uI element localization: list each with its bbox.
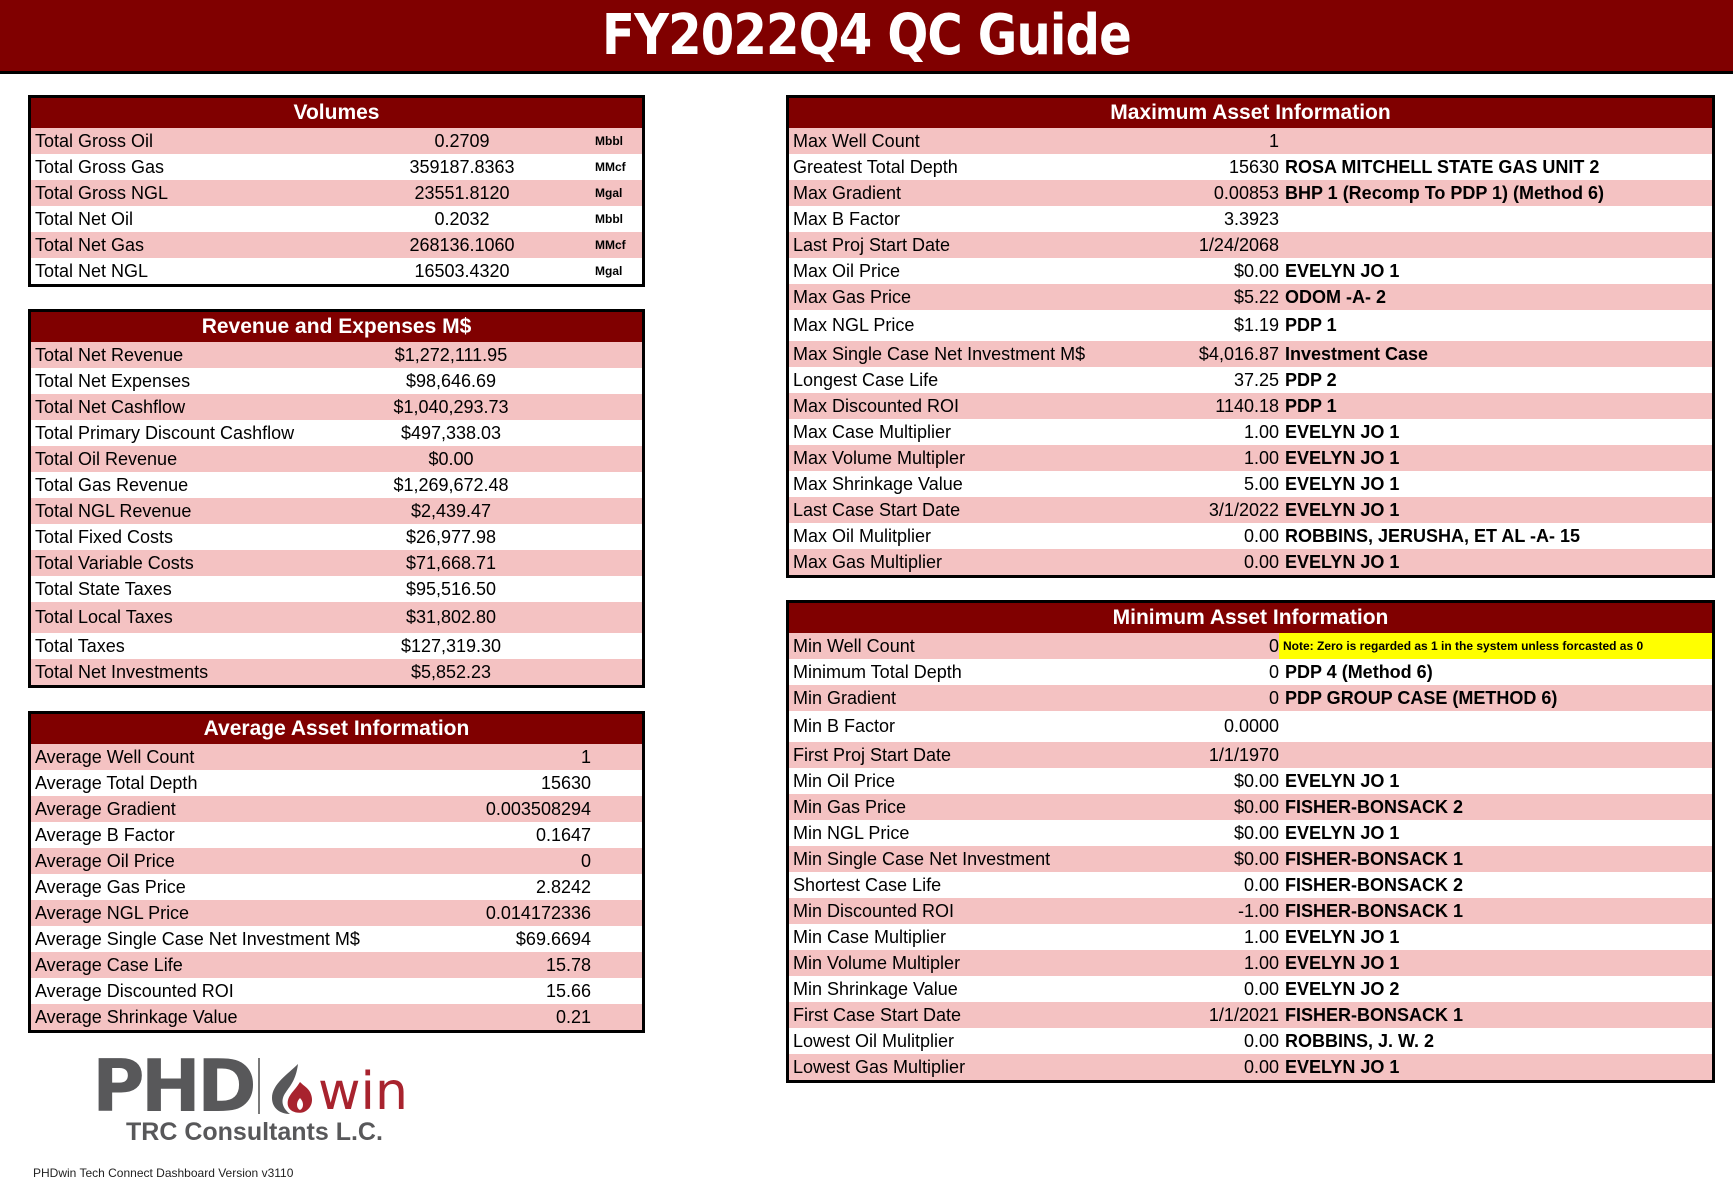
row-value: $1,272,111.95 [394, 344, 508, 365]
row-value: $0.00 [1233, 848, 1279, 869]
row-value: $0.00 [428, 448, 474, 469]
row-label: Min Volume Multipler [793, 952, 961, 973]
row-case: EVELYN JO 2 [1285, 978, 1400, 999]
revenue-row [31, 498, 642, 524]
row-label: Total Net Investments [35, 661, 209, 682]
row-case: EVELYN JO 1 [1285, 421, 1400, 442]
row-value: -1.00 [1237, 900, 1279, 921]
row-label: Lowest Gas Multiplier [793, 1056, 966, 1077]
minimum-row [789, 685, 1712, 711]
row-label: First Proj Start Date [793, 744, 952, 765]
row-value: 23551.8120 [414, 182, 510, 203]
row-label: Average B Factor [35, 824, 175, 845]
row-value: 0 [580, 850, 591, 871]
average-row [31, 770, 642, 796]
minimum-row [789, 1054, 1712, 1080]
average-row [31, 874, 642, 900]
row-label: Longest Case Life [793, 369, 939, 390]
row-value: 0 [1268, 635, 1279, 656]
maximum-row [789, 128, 1712, 154]
minimum-row [789, 924, 1712, 950]
row-case: ROSA MITCHELL STATE GAS UNIT 2 [1285, 156, 1600, 177]
revenue-row [31, 633, 642, 659]
volumes-row [31, 180, 642, 206]
row-label: Total Gas Revenue [35, 474, 189, 495]
row-case: PDP 4 (Method 6) [1285, 661, 1433, 682]
minimum-row [789, 976, 1712, 1002]
maximum-row [789, 258, 1712, 284]
average-row [31, 822, 642, 848]
row-case: ODOM -A- 2 [1285, 286, 1386, 307]
minimum-row [789, 633, 1712, 659]
maximum-heading: Maximum Asset Information [789, 98, 1712, 128]
maximum-row [789, 232, 1712, 258]
row-value: 0.014172336 [485, 902, 591, 923]
row-value: $1,269,672.48 [393, 474, 509, 495]
row-value: 0.2032 [434, 208, 490, 229]
row-value: 0.00 [1243, 978, 1279, 999]
minimum-row [789, 1002, 1712, 1028]
row-case: EVELYN JO 1 [1285, 770, 1400, 791]
row-value: 15.78 [545, 954, 591, 975]
row-case: PDP 2 [1285, 369, 1337, 390]
row-label: Total Fixed Costs [35, 526, 174, 547]
row-label: Shortest Case Life [793, 874, 942, 895]
row-label: Total Gross Gas [35, 156, 165, 177]
row-unit: MMcf [595, 160, 626, 174]
row-value: 0 [1268, 661, 1279, 682]
row-value: $98,646.69 [405, 370, 497, 391]
row-label: Average Discounted ROI [35, 980, 234, 1001]
row-value: 3.3923 [1223, 208, 1279, 229]
revenue-row [31, 659, 642, 685]
row-label: Average Oil Price [35, 850, 175, 871]
row-value: 1.00 [1243, 421, 1279, 442]
flame-icon [268, 1062, 316, 1116]
maximum-row [789, 206, 1712, 232]
row-case: FISHER-BONSACK 1 [1285, 848, 1464, 869]
row-case: EVELYN JO 1 [1285, 1056, 1400, 1077]
maximum-row [789, 419, 1712, 445]
minimum-row [789, 659, 1712, 685]
row-value: 0.003508294 [485, 798, 591, 819]
row-label: Average Gas Price [35, 876, 186, 897]
logo-company: TRC Consultants L.C. [126, 1118, 383, 1146]
row-value: $127,319.30 [400, 635, 502, 656]
row-value: $0.00 [1233, 822, 1279, 843]
row-value: 0.0000 [1223, 716, 1279, 736]
row-label: Min Case Multiplier [793, 926, 947, 947]
row-value: 1.00 [1243, 447, 1279, 468]
row-label: Max Single Case Net Investment M$ [793, 343, 1086, 364]
row-value: $31,802.80 [405, 607, 497, 627]
minimum-row [789, 872, 1712, 898]
row-value: $497,338.03 [400, 422, 502, 443]
row-case: FISHER-BONSACK 2 [1285, 796, 1464, 817]
average-row [31, 978, 642, 1004]
average-panel [28, 711, 645, 1033]
row-label: Average Gradient [35, 798, 176, 819]
maximum-row [789, 310, 1712, 341]
average-row [31, 926, 642, 952]
row-case: ROBBINS, J. W. 2 [1285, 1030, 1435, 1051]
row-label: Total Net Oil [35, 208, 134, 229]
row-value: 16503.4320 [414, 260, 510, 281]
row-value: 1/1/1970 [1208, 744, 1279, 765]
row-value: 1.00 [1243, 952, 1279, 973]
row-value: $26,977.98 [405, 526, 497, 547]
row-value: 1 [580, 746, 591, 767]
maximum-row [789, 445, 1712, 471]
row-label: Max NGL Price [793, 315, 915, 335]
minimum-heading: Minimum Asset Information [789, 603, 1712, 633]
row-case: PDP GROUP CASE (METHOD 6) [1285, 687, 1558, 708]
row-label: Total Gross Oil [35, 130, 154, 151]
row-label: Total Taxes [35, 635, 125, 656]
row-value: 2.8242 [535, 876, 591, 897]
row-label: Average Shrinkage Value [35, 1006, 238, 1027]
row-label: Lowest Oil Mulitplier [793, 1030, 955, 1051]
row-label: Last Proj Start Date [793, 234, 951, 255]
revenue-row [31, 342, 642, 368]
row-label: Total Net NGL [35, 260, 149, 281]
row-case: PDP 1 [1285, 315, 1337, 335]
row-label: Max Gas Multiplier [793, 551, 943, 572]
maximum-row [789, 367, 1712, 393]
row-value: $2,439.47 [410, 500, 492, 521]
maximum-row [789, 523, 1712, 549]
revenue-row [31, 524, 642, 550]
minimum-row [789, 950, 1712, 976]
revenue-row [31, 420, 642, 446]
row-value: $5,852.23 [410, 661, 492, 682]
average-heading: Average Asset Information [31, 714, 642, 744]
maximum-row [789, 284, 1712, 310]
row-label: Average Well Count [35, 746, 195, 767]
row-case: FISHER-BONSACK 2 [1285, 874, 1464, 895]
minimum-row [789, 742, 1712, 768]
minimum-panel [786, 600, 1715, 1083]
minimum-row [789, 768, 1712, 794]
row-label: Min Gas Price [793, 796, 907, 817]
row-label: Max Gradient [793, 182, 902, 203]
logo-brand-left: PHD [92, 1044, 253, 1128]
row-value: 15.66 [545, 980, 591, 1001]
row-label: Max Well Count [793, 130, 920, 151]
average-row [31, 796, 642, 822]
row-case: EVELYN JO 1 [1285, 926, 1400, 947]
row-case: EVELYN JO 1 [1285, 551, 1400, 572]
volumes-heading: Volumes [31, 98, 642, 128]
page-title: FY2022Q4 QC Guide [602, 3, 1131, 68]
row-case: EVELYN JO 1 [1285, 952, 1400, 973]
revenue-row [31, 446, 642, 472]
row-case: EVELYN JO 1 [1285, 473, 1400, 494]
row-label: First Case Start Date [793, 1004, 962, 1025]
minimum-row [789, 846, 1712, 872]
row-label: Total State Taxes [35, 578, 172, 599]
row-value: $71,668.71 [405, 552, 497, 573]
row-label: Average Case Life [35, 954, 183, 975]
volumes-row [31, 128, 642, 154]
revenue-row [31, 576, 642, 602]
revenue-heading: Revenue and Expenses M$ [31, 312, 642, 342]
row-label: Min Shrinkage Value [793, 978, 958, 999]
row-label: Greatest Total Depth [793, 156, 958, 177]
row-label: Total Oil Revenue [35, 448, 178, 469]
row-label: Average Total Depth [35, 772, 198, 793]
volumes-panel [28, 95, 645, 287]
row-unit: Mbbl [595, 212, 623, 226]
revenue-row [31, 550, 642, 576]
row-value: 1/1/2021 [1208, 1004, 1279, 1025]
revenue-panel [28, 309, 645, 688]
row-label: Max B Factor [793, 208, 901, 229]
row-label: Total Variable Costs [35, 552, 194, 573]
dashboard-version: PHDwin Tech Connect Dashboard Version v3110 [33, 1166, 294, 1177]
minimum-row [789, 820, 1712, 846]
row-label: Total Gross NGL [35, 182, 169, 203]
row-label: Min Gradient [793, 687, 897, 708]
row-value: 15630 [1228, 156, 1279, 177]
volumes-row [31, 206, 642, 232]
row-value: 1 [1268, 130, 1279, 151]
row-case: EVELYN JO 1 [1285, 260, 1400, 281]
maximum-row [789, 497, 1712, 523]
row-label: Total Net Revenue [35, 344, 184, 365]
average-row [31, 1004, 642, 1030]
row-value: 1.00 [1243, 926, 1279, 947]
row-label: Minimum Total Depth [793, 661, 962, 682]
row-value: 359187.8363 [409, 156, 515, 177]
row-label: Min Single Case Net Investment [793, 848, 1051, 869]
row-value: 0.21 [555, 1006, 591, 1027]
row-label: Average Single Case Net Investment M$ [35, 928, 360, 949]
row-value: 0.00 [1243, 551, 1279, 572]
row-label: Min Oil Price [793, 770, 896, 791]
row-value: $1,040,293.73 [393, 396, 509, 417]
row-unit: Mgal [595, 264, 623, 278]
row-value: $5.22 [1233, 286, 1279, 307]
average-row [31, 744, 642, 770]
row-value: 0.1647 [535, 824, 591, 845]
row-case: EVELYN JO 1 [1285, 822, 1400, 843]
row-value: $69.6694 [515, 928, 591, 949]
maximum-row [789, 341, 1712, 367]
row-case: Investment Case [1285, 343, 1429, 364]
row-label: Average NGL Price [35, 902, 190, 923]
title-band [0, 0, 1733, 74]
row-value: 5.00 [1243, 473, 1279, 494]
maximum-panel [786, 95, 1715, 578]
row-case: FISHER-BONSACK 1 [1285, 1004, 1464, 1025]
row-value: $95,516.50 [405, 578, 497, 599]
average-row [31, 900, 642, 926]
row-value: 3/1/2022 [1208, 499, 1279, 520]
maximum-row [789, 154, 1712, 180]
row-label: Total Primary Discount Cashflow [35, 422, 295, 443]
average-row [31, 848, 642, 874]
average-row [31, 952, 642, 978]
revenue-row [31, 394, 642, 420]
row-case: BHP 1 (Recomp To PDP 1) (Method 6) [1285, 182, 1605, 203]
minimum-row [789, 711, 1712, 742]
row-value: 1/24/2068 [1198, 234, 1279, 255]
row-label: Min Discounted ROI [793, 900, 955, 921]
row-case: FISHER-BONSACK 1 [1285, 900, 1464, 921]
row-label: Total Local Taxes [35, 607, 173, 627]
row-label: Total Net Cashflow [35, 396, 186, 417]
row-unit: MMcf [595, 238, 626, 252]
maximum-row [789, 180, 1712, 206]
row-unit: Mbbl [595, 134, 623, 148]
row-value: 0.00853 [1213, 182, 1279, 203]
row-value: 0.00 [1243, 1056, 1279, 1077]
minimum-row [789, 1028, 1712, 1054]
volumes-row [31, 154, 642, 180]
row-unit: Mgal [595, 186, 623, 200]
revenue-row [31, 602, 642, 633]
volumes-row [31, 232, 642, 258]
logo-divider [258, 1058, 260, 1114]
row-value: 0.00 [1243, 525, 1279, 546]
row-value: 1140.18 [1215, 395, 1279, 416]
row-label: Max Oil Mulitplier [793, 525, 932, 546]
row-label: Min B Factor [793, 716, 896, 736]
row-label: Total Net Expenses [35, 370, 191, 391]
row-label: Total NGL Revenue [35, 500, 192, 521]
row-value: 0.2709 [434, 130, 490, 151]
maximum-row [789, 471, 1712, 497]
row-value: 0.00 [1243, 874, 1279, 895]
row-value: $0.00 [1233, 770, 1279, 791]
zero-well-count-note: Note: Zero is regarded as 1 in the system unless forcasted as 0 [1279, 633, 1712, 659]
row-label: Last Case Start Date [793, 499, 961, 520]
row-label: Min Well Count [793, 635, 915, 656]
phdwin-logo [92, 1044, 422, 1150]
volumes-row [31, 258, 642, 284]
minimum-row [789, 794, 1712, 820]
row-value: $4,016.87 [1198, 343, 1279, 364]
row-label: Max Discounted ROI [793, 395, 960, 416]
row-label: Max Shrinkage Value [793, 473, 963, 494]
maximum-row [789, 393, 1712, 419]
row-value: $0.00 [1233, 260, 1279, 281]
row-label: Max Gas Price [793, 286, 912, 307]
logo-brand-right: win [318, 1062, 408, 1122]
maximum-row [789, 549, 1712, 575]
revenue-row [31, 368, 642, 394]
row-case: PDP 1 [1285, 395, 1337, 416]
row-label: Min NGL Price [793, 822, 910, 843]
row-value: 268136.1060 [409, 234, 515, 255]
row-label: Max Case Multiplier [793, 421, 952, 442]
row-label: Max Volume Multipler [793, 447, 966, 468]
row-value: 0.00 [1243, 1030, 1279, 1051]
minimum-row [789, 898, 1712, 924]
revenue-row [31, 472, 642, 498]
row-case: ROBBINS, JERUSHA, ET AL -A- 15 [1285, 525, 1581, 546]
row-value: $0.00 [1233, 796, 1279, 817]
row-value: 37.25 [1233, 369, 1279, 390]
row-label: Max Oil Price [793, 260, 901, 281]
row-value: 15630 [540, 772, 591, 793]
row-value: $1.19 [1233, 315, 1279, 335]
row-case: EVELYN JO 1 [1285, 447, 1400, 468]
row-case: EVELYN JO 1 [1285, 499, 1400, 520]
row-label: Total Net Gas [35, 234, 145, 255]
row-value: 0 [1268, 687, 1279, 708]
